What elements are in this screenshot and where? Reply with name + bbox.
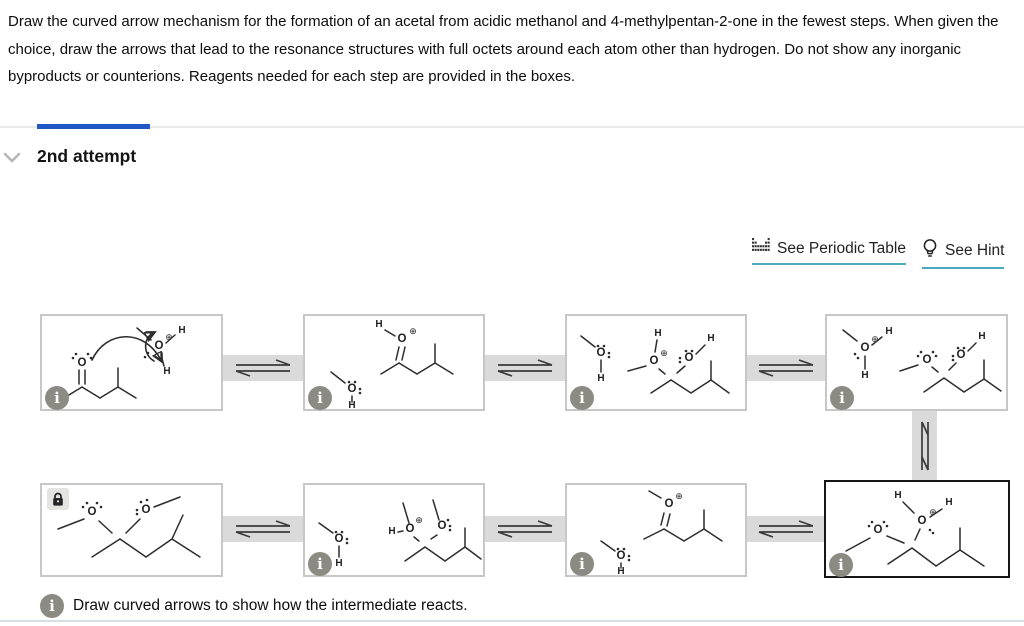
equilibrium-arrow-icon <box>493 358 557 378</box>
svg-text:O: O <box>405 523 415 535</box>
svg-text:H: H <box>597 373 605 384</box>
info-glyph: i <box>579 388 585 407</box>
svg-text:H: H <box>894 490 902 501</box>
equilibrium-connector <box>485 355 565 381</box>
svg-text:H: H <box>978 331 986 342</box>
svg-text:⊕: ⊕ <box>871 334 879 344</box>
section-divider <box>0 126 1024 128</box>
molecule-protonated-hemiketal <box>826 482 1006 576</box>
info-icon <box>40 594 64 618</box>
see-hint-link[interactable] <box>922 238 1004 269</box>
svg-text:⊕: ⊕ <box>415 515 423 525</box>
equilibrium-arrow-icon <box>231 358 295 378</box>
lightbulb-icon <box>922 238 938 263</box>
bottom-divider <box>0 620 1024 622</box>
svg-text:O: O <box>77 357 87 369</box>
svg-text:O: O <box>154 340 164 352</box>
svg-text:O: O <box>664 498 674 510</box>
svg-text:O: O <box>917 515 927 527</box>
equilibrium-connector-vertical <box>912 411 937 481</box>
svg-text:O: O <box>397 333 407 345</box>
problem-instructions: Draw the curved arrow mechanism for the formation of an acetal from acidic methanol and 4-methylpentan-2-one in the fewest steps. When given the choice, draw the arrows that lead to the resonance structures with full octets around each atom other than hydrogen. Do not show any inorganic byproducts or counterions. Reagents needed for each step are provided in the boxes. <box>8 13 999 85</box>
svg-text:O: O <box>956 349 966 361</box>
svg-text:O: O <box>141 504 151 516</box>
equilibrium-connector <box>747 355 825 381</box>
info-glyph: i <box>54 388 60 407</box>
equilibrium-connector <box>223 516 303 542</box>
svg-text:H: H <box>885 326 893 337</box>
info-icon[interactable] <box>830 386 854 410</box>
svg-text:O: O <box>616 550 626 562</box>
mechanism-step-box-1[interactable] <box>40 314 223 411</box>
see-periodic-table-label: See Periodic Table <box>777 239 906 257</box>
info-icon[interactable] <box>570 552 594 576</box>
svg-text:H: H <box>617 566 625 575</box>
mechanism-step-box-8-product[interactable] <box>40 483 223 577</box>
svg-text:O: O <box>347 383 357 395</box>
molecule-ketone-and-protonated-methanol <box>42 316 221 409</box>
footer-message: Draw curved arrows to show how the intermediate reacts. <box>73 597 468 614</box>
mechanism-step-box-2[interactable] <box>303 314 485 411</box>
mechanism-step-box-6[interactable] <box>565 483 747 577</box>
mechanism-step-box-5-active[interactable] <box>824 480 1010 578</box>
svg-text:O: O <box>596 347 606 359</box>
svg-text:H: H <box>388 526 396 537</box>
mechanism-step-box-3[interactable] <box>565 314 747 411</box>
svg-text:H: H <box>654 328 662 339</box>
svg-text:O: O <box>437 520 447 532</box>
see-periodic-table-link[interactable] <box>752 238 906 265</box>
info-glyph: i <box>839 388 845 407</box>
equilibrium-arrow-vertical-icon <box>915 418 935 474</box>
mechanism-step-box-4[interactable] <box>825 314 1008 411</box>
periodic-table-icon <box>752 238 770 259</box>
info-glyph: i <box>579 554 585 573</box>
chevron-down-icon[interactable] <box>2 151 22 169</box>
svg-text:H: H <box>163 366 171 377</box>
svg-text:O: O <box>87 506 97 518</box>
svg-text:H: H <box>335 558 343 569</box>
info-glyph: i <box>317 554 323 573</box>
svg-text:⊕: ⊕ <box>929 507 937 517</box>
svg-text:H: H <box>945 497 953 508</box>
footer-hint-row <box>40 594 468 618</box>
svg-text:O: O <box>684 352 694 364</box>
svg-text:H: H <box>348 400 356 409</box>
lock-icon <box>47 488 69 510</box>
info-icon[interactable] <box>829 553 853 577</box>
svg-text:⊕: ⊕ <box>165 332 173 342</box>
attempt-heading: 2nd attempt <box>37 146 137 166</box>
equilibrium-connector <box>485 516 565 542</box>
svg-text:⊕: ⊕ <box>660 348 668 358</box>
info-glyph: i <box>317 388 323 407</box>
equilibrium-arrow-icon <box>493 519 557 539</box>
info-glyph: i <box>838 555 844 574</box>
equilibrium-connector <box>223 355 303 381</box>
info-icon[interactable] <box>570 386 594 410</box>
svg-text:H: H <box>707 333 715 344</box>
svg-text:O: O <box>860 342 870 354</box>
info-glyph: i <box>49 596 55 615</box>
see-hint-label: See Hint <box>945 241 1005 259</box>
equilibrium-arrow-icon <box>754 358 818 378</box>
svg-text:H: H <box>375 319 383 330</box>
info-icon[interactable] <box>308 552 332 576</box>
svg-text:O: O <box>334 533 344 545</box>
svg-text:⊕: ⊕ <box>675 491 683 501</box>
mechanism-step-box-7[interactable] <box>303 483 485 577</box>
svg-text:⊕: ⊕ <box>409 326 417 336</box>
svg-text:H: H <box>178 325 186 336</box>
svg-text:H: H <box>861 370 869 381</box>
equilibrium-connector <box>747 516 824 542</box>
molecule-protonated-methanol-and-hemiketal <box>827 316 1006 409</box>
svg-text:O: O <box>873 524 883 536</box>
info-icon[interactable] <box>45 386 69 410</box>
svg-text:O: O <box>922 354 932 366</box>
info-icon[interactable] <box>308 386 332 410</box>
equilibrium-arrow-icon <box>231 519 295 539</box>
equilibrium-arrow-icon <box>754 519 818 539</box>
svg-text:O: O <box>649 355 659 367</box>
progress-accent-bar <box>37 124 150 129</box>
